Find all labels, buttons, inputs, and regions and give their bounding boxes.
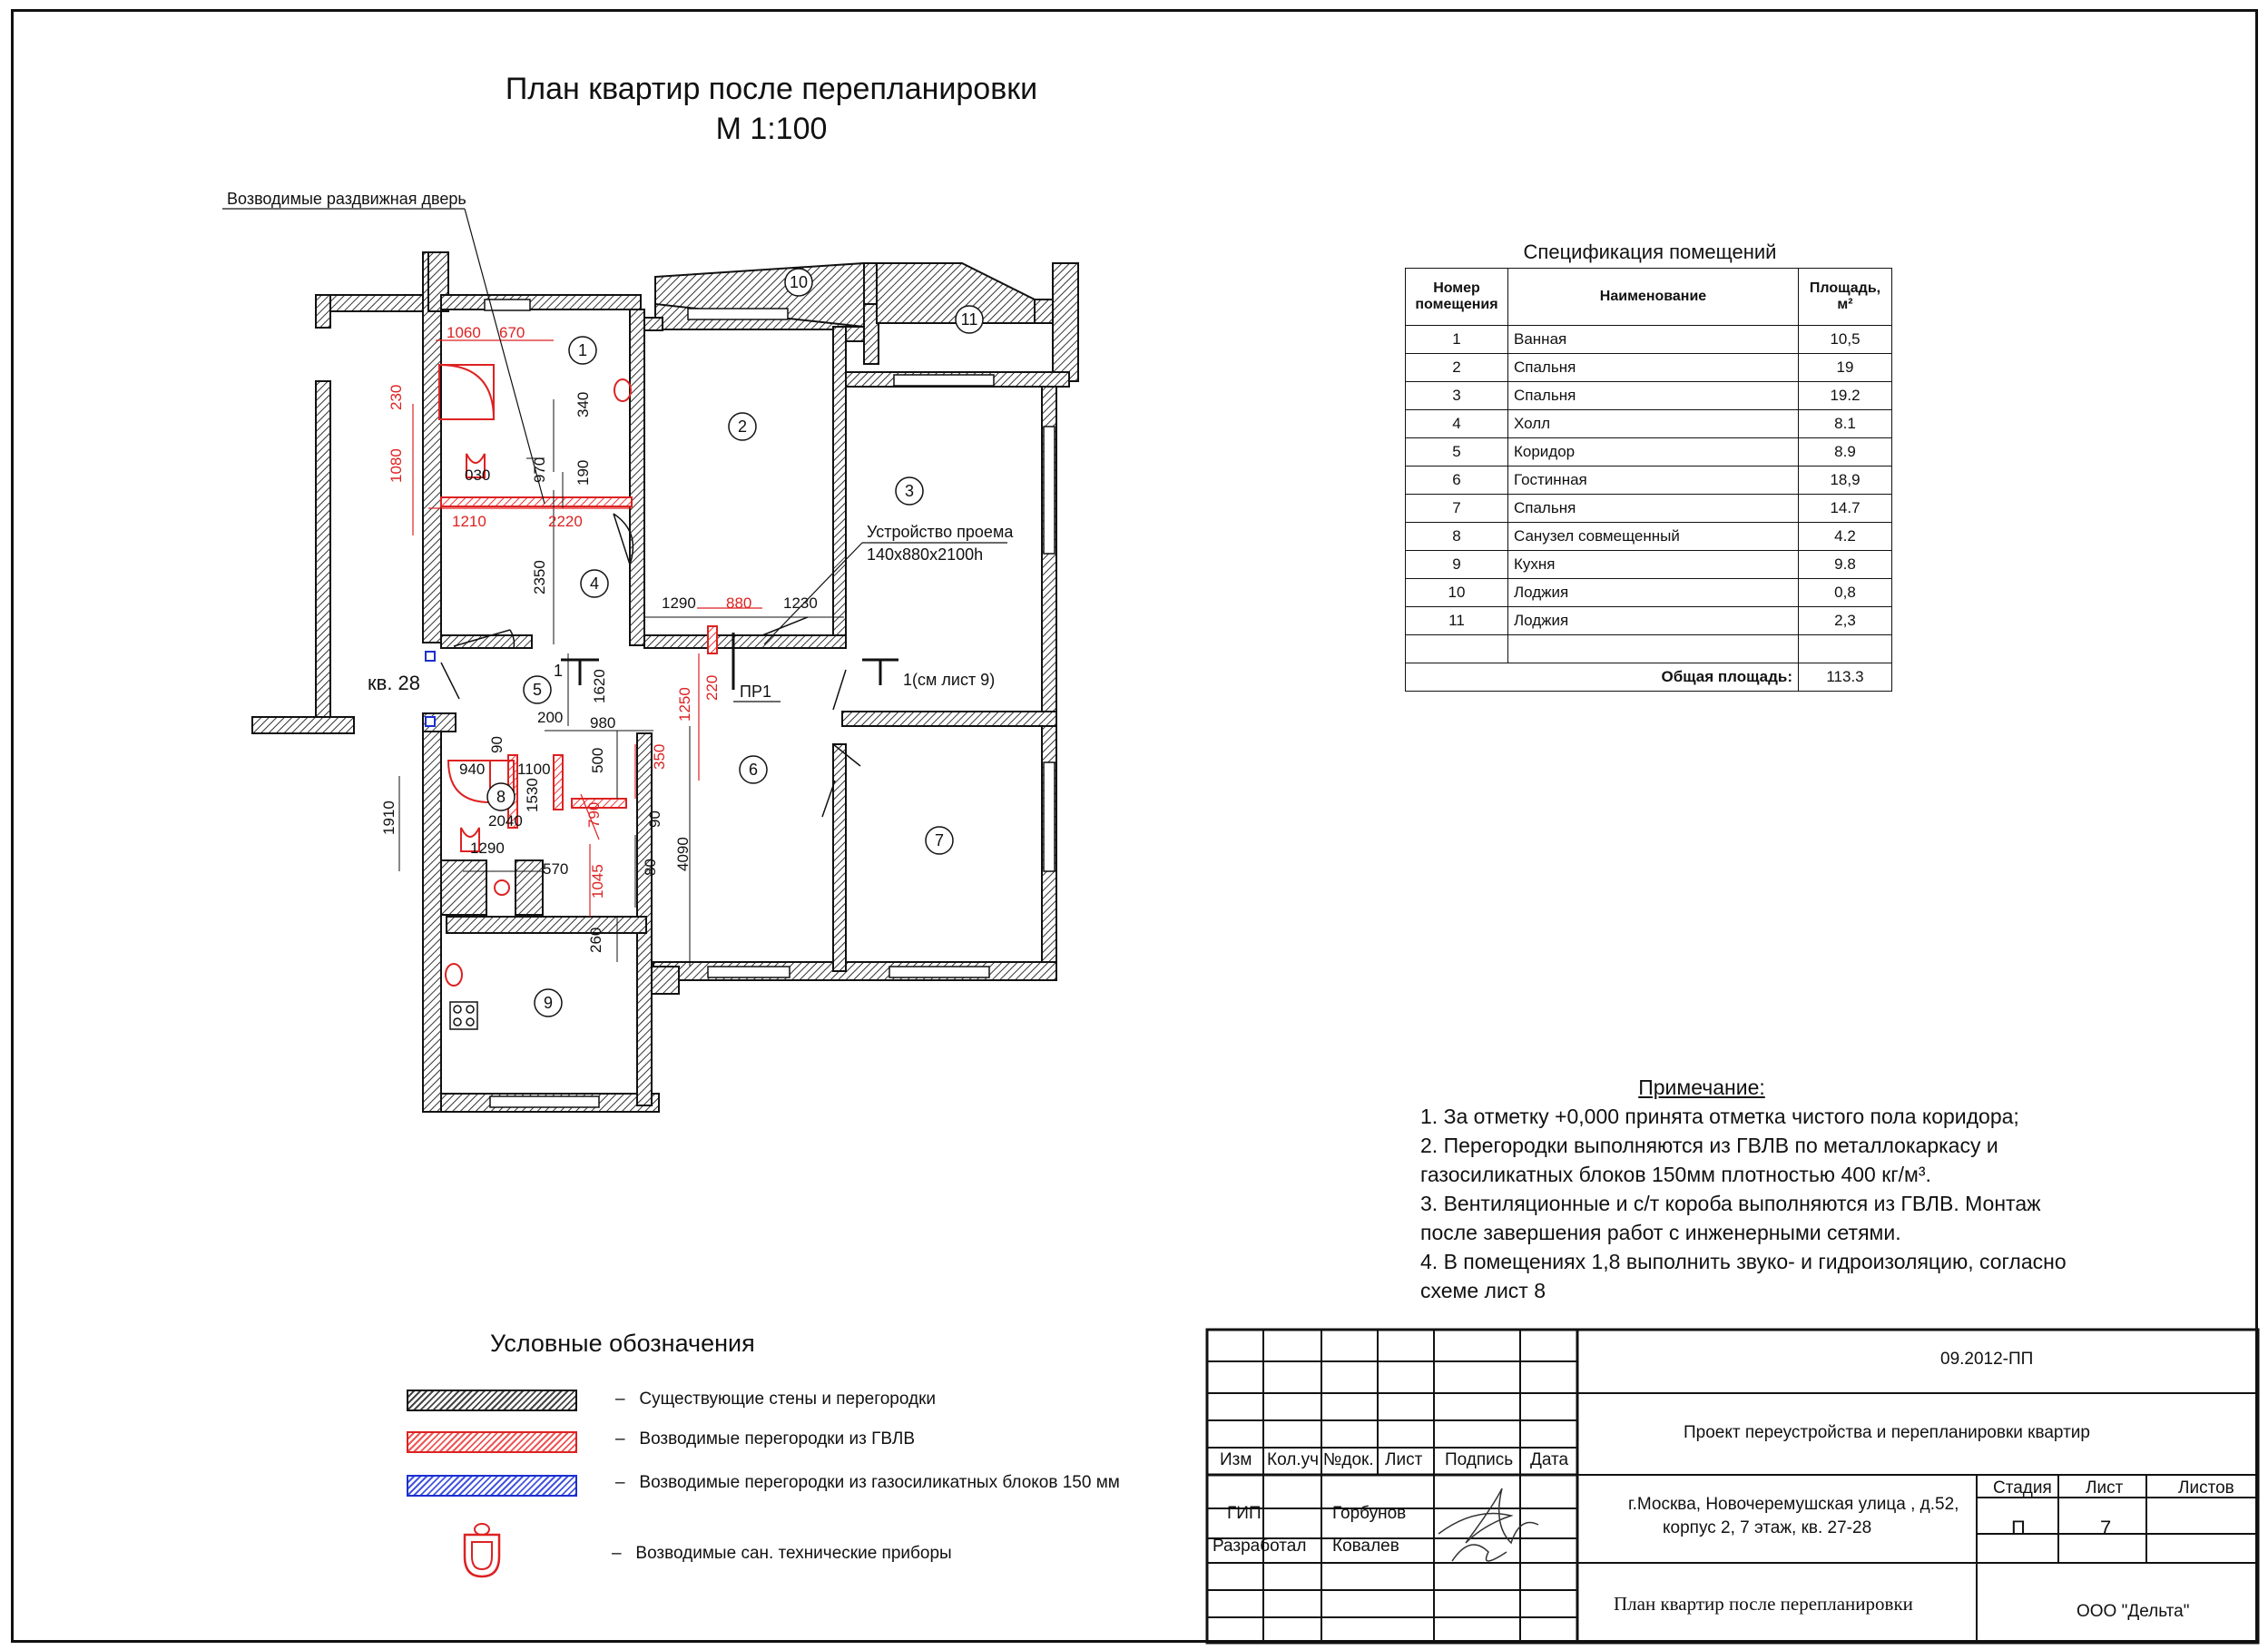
role-gip: ГИП bbox=[1227, 1504, 1262, 1523]
spec-total-value: 113.3 bbox=[1799, 663, 1892, 692]
col-izm: Изм bbox=[1220, 1450, 1252, 1469]
toilet-icon bbox=[456, 1520, 510, 1584]
col-list: Лист bbox=[1385, 1450, 1423, 1469]
apartment-label: кв. 28 bbox=[368, 672, 421, 694]
address-line1: г.Москва, Новочеремушская улица , д.52, bbox=[1628, 1495, 1959, 1514]
spec-col-area bbox=[1799, 269, 1892, 326]
dim-text: 030 bbox=[465, 467, 491, 484]
spec-cell-area: 14.7 bbox=[1799, 495, 1892, 523]
spec-col-area-l1: Площадь, bbox=[1809, 280, 1881, 296]
spec-cell-name: Лоджия bbox=[1508, 607, 1799, 635]
name-gip: Горбунов bbox=[1332, 1504, 1407, 1523]
spec-cell-area: 4.2 bbox=[1799, 523, 1892, 551]
spec-row bbox=[1406, 495, 1892, 523]
dim-text-red: 790 bbox=[585, 801, 603, 828]
dim-text: 4090 bbox=[674, 837, 692, 871]
legend-item-fixtures: – Возводимые сан. технические приборы bbox=[612, 1544, 952, 1563]
dim-text: 260 bbox=[587, 927, 604, 953]
dim-text-red: 1210 bbox=[452, 513, 486, 530]
dim-text-red: 2220 bbox=[548, 513, 583, 530]
room-number-1: 1 bbox=[577, 341, 588, 359]
note-line: 4. В помещениях 1,8 выполнить звуко- и гидроизоляцию, согласно bbox=[1420, 1250, 2067, 1273]
spec-table bbox=[1405, 268, 1892, 692]
spec-row bbox=[1406, 607, 1892, 635]
company-name: ООО "Дельта" bbox=[2077, 1602, 2190, 1621]
spec-cell-name: Спальня bbox=[1508, 495, 1799, 523]
role-developer: Разработал bbox=[1213, 1537, 1307, 1556]
section-mark-1: 1 bbox=[554, 662, 564, 680]
spec-cell-number: 4 bbox=[1406, 410, 1508, 438]
legend-item-existing: – Существующие стены и перегородки bbox=[615, 1390, 937, 1409]
dim-text: 2350 bbox=[531, 560, 548, 594]
dim-text: 980 bbox=[590, 714, 616, 732]
spec-col-name: Наименование bbox=[1508, 269, 1799, 326]
spec-cell-number: 2 bbox=[1406, 354, 1508, 382]
spec-cell-name: Кухня bbox=[1508, 551, 1799, 579]
dim-text: 1100 bbox=[517, 761, 551, 778]
stage-value: П bbox=[2011, 1517, 2026, 1539]
address-line2: корпус 2, 7 этаж, кв. 27-28 bbox=[1663, 1518, 1872, 1537]
spec-cell-area: 8.9 bbox=[1799, 438, 1892, 467]
callout-opening-size: 140x880x2100h bbox=[867, 545, 984, 564]
dim-text: 1620 bbox=[591, 669, 608, 703]
spec-cell-number: 6 bbox=[1406, 467, 1508, 495]
dim-text: 190 bbox=[574, 459, 592, 486]
spec-row bbox=[1406, 551, 1892, 579]
callout-opening-title: Устройство проема bbox=[867, 523, 1014, 541]
room-number-5: 5 bbox=[532, 681, 543, 699]
col-podpis: Подпись bbox=[1445, 1450, 1514, 1469]
legend-item-gvl-label: Возводимые перегородки из ГВЛВ bbox=[639, 1429, 916, 1449]
dim-text: 1230 bbox=[783, 594, 818, 612]
spec-cell-number: 3 bbox=[1406, 382, 1508, 410]
legend-item-block-label: Возводимые перегородки из газосиликатных блоков 150 мм bbox=[639, 1473, 1120, 1492]
dim-text: 90 bbox=[488, 736, 506, 753]
spec-cell-name: Санузел совмещенный bbox=[1508, 523, 1799, 551]
note-line: 2. Перегородки выполняются из ГВЛВ по металлокаркасу и bbox=[1420, 1134, 1998, 1157]
dim-text-red: 220 bbox=[703, 674, 721, 701]
spec-cell-area: 9.8 bbox=[1799, 551, 1892, 579]
note-line: после завершения работ с инженерными сетями. bbox=[1420, 1221, 1901, 1244]
notes-heading: Примечание: bbox=[1638, 1075, 1765, 1099]
spec-row bbox=[1406, 382, 1892, 410]
spec-col-number-l1: Номер bbox=[1433, 280, 1480, 296]
spec-cell-area: 8.1 bbox=[1799, 410, 1892, 438]
room-number-8: 8 bbox=[496, 788, 506, 806]
page-title-line1: План квартир после перепланировки bbox=[505, 72, 1038, 106]
dim-text: 1290 bbox=[662, 594, 696, 612]
spec-row bbox=[1406, 467, 1892, 495]
spec-col-number bbox=[1406, 269, 1508, 326]
dim-text: 340 bbox=[574, 391, 592, 417]
spec-total-label: Общая площадь: bbox=[1406, 663, 1799, 692]
spec-row bbox=[1406, 523, 1892, 551]
spec-cell-name: Гостинная bbox=[1508, 467, 1799, 495]
spec-cell-area: 0,8 bbox=[1799, 579, 1892, 607]
sheets-label: Листов bbox=[2178, 1478, 2234, 1498]
spec-total-row bbox=[1406, 663, 1892, 692]
spec-cell-area: 10,5 bbox=[1799, 326, 1892, 354]
spec-cell-name: Лоджия bbox=[1508, 579, 1799, 607]
dim-text: 80 bbox=[642, 859, 659, 876]
room-number-11: 11 bbox=[960, 310, 978, 329]
col-kol: Кол.уч bbox=[1267, 1450, 1319, 1469]
spec-cell-area: 19.2 bbox=[1799, 382, 1892, 410]
spec-empty-row bbox=[1406, 635, 1892, 663]
room-specification bbox=[1405, 241, 1895, 692]
name-developer: Ковалев bbox=[1332, 1537, 1399, 1556]
spec-row bbox=[1406, 438, 1892, 467]
dim-text: 500 bbox=[589, 747, 606, 773]
spec-cell-number: 1 bbox=[1406, 326, 1508, 354]
dim-text: 570 bbox=[543, 860, 569, 878]
spec-cell-area: 18,9 bbox=[1799, 467, 1892, 495]
dim-text: 1290 bbox=[470, 840, 505, 857]
legend-swatch-block bbox=[407, 1475, 577, 1497]
dim-text-red: 1080 bbox=[388, 448, 405, 483]
spec-cell-number: 5 bbox=[1406, 438, 1508, 467]
spec-cell-name: Коридор bbox=[1508, 438, 1799, 467]
callout-sliding-door: Возводимые раздвижная дверь bbox=[227, 190, 466, 208]
spec-cell-number: 11 bbox=[1406, 607, 1508, 635]
spec-header-row bbox=[1406, 269, 1892, 326]
legend-item-existing-label: Существующие стены и перегородки bbox=[639, 1390, 937, 1409]
spec-cell-area: 19 bbox=[1799, 354, 1892, 382]
room-number-2: 2 bbox=[737, 417, 748, 436]
dim-text: 1910 bbox=[380, 800, 398, 835]
note-line: схеме лист 8 bbox=[1420, 1279, 1546, 1302]
legend-heading: Условные обозначения bbox=[490, 1330, 755, 1357]
notes bbox=[1420, 1073, 2074, 1305]
spec-cell-number: 10 bbox=[1406, 579, 1508, 607]
room-number-7: 7 bbox=[934, 831, 945, 850]
dim-text-red: 230 bbox=[388, 384, 405, 410]
spec-cell-area: 2,3 bbox=[1799, 607, 1892, 635]
dim-text-red: 1045 bbox=[589, 864, 606, 899]
spec-cell-name: Спальня bbox=[1508, 382, 1799, 410]
opening-mark: ПР1 bbox=[740, 683, 771, 701]
spec-col-number-l2: помещения bbox=[1415, 297, 1498, 312]
windows bbox=[485, 300, 1055, 1107]
spec-cell-number: 8 bbox=[1406, 523, 1508, 551]
stage-label: Стадия bbox=[1993, 1478, 2052, 1498]
project-name: Проект переустройства и перепланировки квартир bbox=[1684, 1423, 2090, 1442]
spec-row bbox=[1406, 354, 1892, 382]
page-title-scale: М 1:100 bbox=[715, 112, 828, 146]
note-line: газосиликатных блоков 150мм плотностью 400 кг/м³. bbox=[1420, 1163, 1931, 1186]
spec-row bbox=[1406, 579, 1892, 607]
col-ndok: №док. bbox=[1323, 1450, 1374, 1469]
dim-text-red: 880 bbox=[726, 594, 752, 612]
legend-swatch-existing bbox=[407, 1390, 577, 1411]
dim-text: 2040 bbox=[488, 812, 523, 830]
dim-text-red: 670 bbox=[499, 324, 525, 341]
kitchen-stove bbox=[450, 1002, 477, 1029]
dim-text: 1530 bbox=[524, 778, 541, 812]
spec-cell-number: 7 bbox=[1406, 495, 1508, 523]
col-data: Дата bbox=[1530, 1450, 1569, 1469]
dim-text: 940 bbox=[459, 761, 486, 778]
spec-row bbox=[1406, 410, 1892, 438]
spec-cell-name: Ванная bbox=[1508, 326, 1799, 354]
dim-text: 90 bbox=[646, 810, 663, 828]
spec-cell-number: 9 bbox=[1406, 551, 1508, 579]
sheet-value: 7 bbox=[2100, 1517, 2112, 1539]
spec-row bbox=[1406, 326, 1892, 354]
spec-cell-name: Спальня bbox=[1508, 354, 1799, 382]
legend-item-block: – Возводимые перегородки из газосиликатных блоков 150 мм bbox=[615, 1473, 1120, 1492]
spec-cell-name: Холл bbox=[1508, 410, 1799, 438]
legend-item-fixtures-label: Возводимые сан. технические приборы bbox=[635, 1544, 952, 1563]
spec-col-area-l2: м² bbox=[1837, 297, 1853, 312]
room-number-6: 6 bbox=[748, 761, 759, 779]
legend-item-gvl: – Возводимые перегородки из ГВЛВ bbox=[615, 1429, 916, 1449]
sheet-title: План квартир после перепланировки bbox=[1614, 1593, 1913, 1615]
dim-text-red: 1250 bbox=[676, 687, 693, 722]
spec-title: Спецификация помещений bbox=[1523, 241, 1777, 263]
room-number-4: 4 bbox=[589, 575, 600, 593]
note-line: 1. За отметку +0,000 принята отметка чистого пола коридора; bbox=[1420, 1105, 2019, 1128]
note-line: 3. Вентиляционные и с/т короба выполняются из ГВЛВ. Монтаж bbox=[1420, 1192, 2041, 1215]
section-mark-2: 1(см лист 9) bbox=[903, 671, 996, 689]
room-number-3: 3 bbox=[904, 482, 915, 500]
dim-text: 200 bbox=[537, 709, 564, 726]
room-number-9: 9 bbox=[543, 994, 554, 1012]
title-block bbox=[1207, 1330, 2258, 1643]
dimension-texts-red bbox=[388, 324, 751, 899]
dim-text-red: 1060 bbox=[447, 324, 481, 341]
legend-swatch-gvl bbox=[407, 1431, 577, 1453]
room-number-10: 10 bbox=[789, 273, 809, 291]
dim-text-red: 350 bbox=[651, 743, 668, 770]
sheet-label: Лист bbox=[2086, 1478, 2124, 1498]
dim-text: 970 bbox=[531, 457, 548, 483]
doc-code: 09.2012-ПП bbox=[1940, 1350, 2034, 1369]
